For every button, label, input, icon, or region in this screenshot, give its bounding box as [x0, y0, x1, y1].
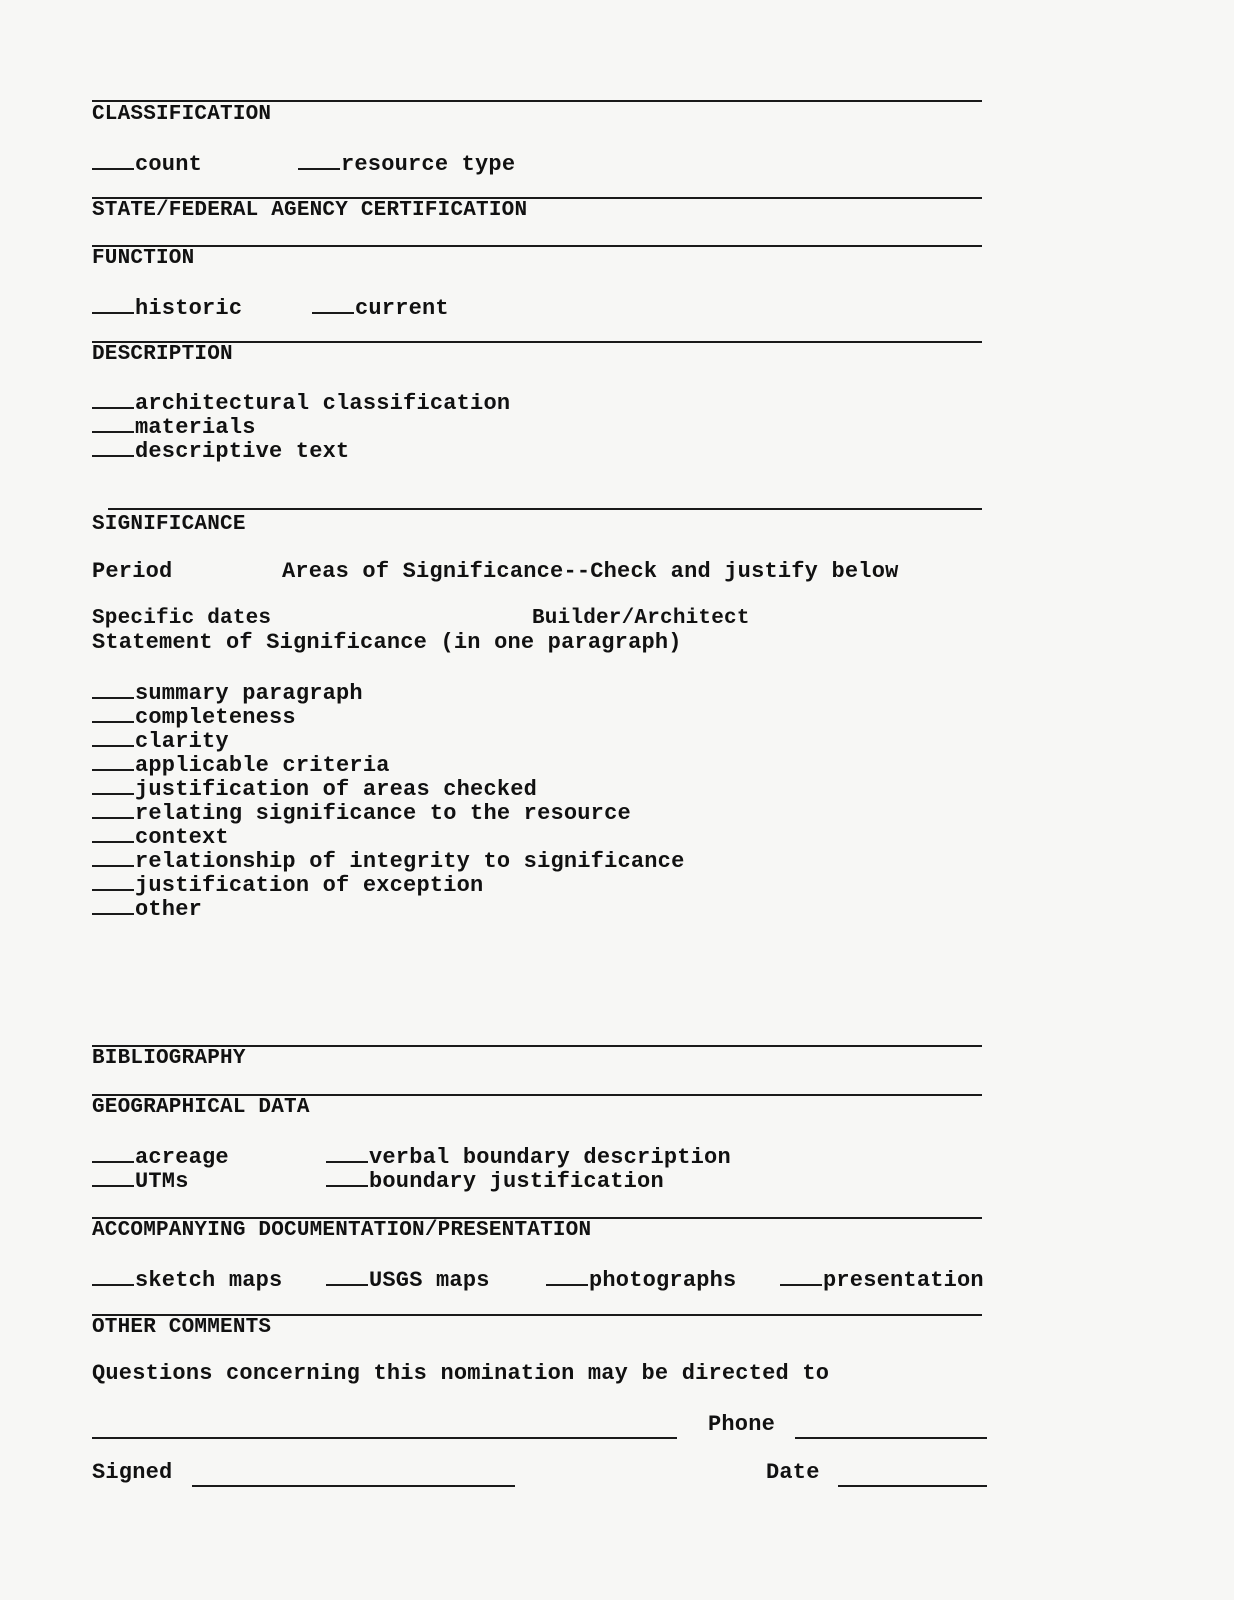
resource-type-blank[interactable]	[298, 150, 340, 170]
count-label: count	[135, 152, 203, 177]
boundary-justification-field[interactable]	[326, 1167, 664, 1194]
significance-item-label: relating significance to the resource	[135, 801, 631, 826]
significance-heading: SIGNIFICANCE	[92, 513, 246, 536]
sketch-maps-field[interactable]	[92, 1266, 282, 1293]
checkbox-blank[interactable]	[92, 413, 134, 433]
checkbox-blank[interactable]	[92, 871, 134, 891]
sketch-maps-label: sketch maps	[135, 1268, 283, 1293]
utms-field[interactable]	[92, 1167, 189, 1194]
signature-line[interactable]	[192, 1485, 515, 1487]
usgs-maps-label: USGS maps	[369, 1268, 490, 1293]
description-item-label: materials	[135, 415, 256, 440]
historic-field[interactable]	[92, 294, 242, 321]
checkbox-blank[interactable]	[92, 823, 134, 843]
boundary-justification-blank[interactable]	[326, 1167, 368, 1187]
significance-item[interactable]	[92, 727, 229, 754]
questions-text: Questions concerning this nomination may be directed to	[92, 1361, 830, 1386]
date-label: Date	[766, 1460, 820, 1485]
current-label: current	[355, 296, 449, 321]
period-label: Period	[92, 559, 173, 584]
usgs-maps-field[interactable]	[326, 1266, 490, 1293]
verbal-boundary-field[interactable]	[326, 1143, 731, 1170]
description-item[interactable]	[92, 413, 256, 440]
current-blank[interactable]	[312, 294, 354, 314]
significance-item[interactable]	[92, 751, 390, 778]
utms-label: UTMs	[135, 1169, 189, 1194]
resource-type-label: resource type	[341, 152, 516, 177]
verbal-boundary-label: verbal boundary description	[369, 1145, 731, 1170]
historic-label: historic	[135, 296, 243, 321]
photographs-blank[interactable]	[546, 1266, 588, 1286]
significance-item-label: completeness	[135, 705, 296, 730]
description-item-label: architectural classification	[135, 391, 511, 416]
utms-blank[interactable]	[92, 1167, 134, 1187]
phone-line[interactable]	[795, 1437, 987, 1439]
checkbox-blank[interactable]	[92, 703, 134, 723]
checkbox-blank[interactable]	[92, 847, 134, 867]
contact-name-line[interactable]	[92, 1437, 677, 1439]
current-field[interactable]	[312, 294, 449, 321]
photographs-label: photographs	[589, 1268, 737, 1293]
checkbox-blank[interactable]	[92, 679, 134, 699]
sketch-maps-blank[interactable]	[92, 1266, 134, 1286]
phone-label: Phone	[708, 1412, 776, 1437]
significance-item[interactable]	[92, 895, 202, 922]
date-line[interactable]	[838, 1485, 987, 1487]
statement-label: Statement of Significance (in one paragraph)	[92, 630, 682, 655]
significance-item-label: justification of exception	[135, 873, 484, 898]
signed-label: Signed	[92, 1460, 173, 1485]
significance-item[interactable]	[92, 823, 229, 850]
significance-item[interactable]	[92, 679, 363, 706]
significance-item-label: clarity	[135, 729, 229, 754]
areas-label: Areas of Significance--Check and justify below	[282, 559, 899, 584]
significance-item[interactable]	[92, 775, 537, 802]
historic-blank[interactable]	[92, 294, 134, 314]
usgs-maps-blank[interactable]	[326, 1266, 368, 1286]
significance-item[interactable]	[92, 799, 631, 826]
checkbox-blank[interactable]	[92, 727, 134, 747]
significance-item[interactable]	[92, 871, 483, 898]
significance-item[interactable]	[92, 847, 685, 874]
description-heading: DESCRIPTION	[92, 343, 233, 366]
count-blank[interactable]	[92, 150, 134, 170]
description-item-label: descriptive text	[135, 439, 350, 464]
acreage-blank[interactable]	[92, 1143, 134, 1163]
significance-item-label: relationship of integrity to significance	[135, 849, 685, 874]
significance-item-label: justification of areas checked	[135, 777, 538, 802]
presentation-field[interactable]	[780, 1266, 984, 1293]
section-rule	[92, 100, 982, 102]
certification-heading: STATE/FEDERAL AGENCY CERTIFICATION	[92, 199, 528, 222]
resource-type-field[interactable]	[298, 150, 515, 177]
description-item[interactable]	[92, 389, 510, 416]
checkbox-blank[interactable]	[92, 389, 134, 409]
function-heading: FUNCTION	[92, 247, 195, 270]
checkbox-blank[interactable]	[92, 895, 134, 915]
checkbox-blank[interactable]	[92, 799, 134, 819]
count-field[interactable]	[92, 150, 202, 177]
verbal-boundary-blank[interactable]	[326, 1143, 368, 1163]
significance-item-label: summary paragraph	[135, 681, 363, 706]
checkbox-blank[interactable]	[92, 751, 134, 771]
builder-label: Builder/Architect	[532, 607, 750, 630]
section-rule	[92, 245, 982, 247]
photographs-field[interactable]	[546, 1266, 736, 1293]
classification-heading: CLASSIFICATION	[92, 103, 272, 126]
specific-dates-label: Specific dates	[92, 607, 272, 630]
significance-item-label: applicable criteria	[135, 753, 390, 778]
presentation-blank[interactable]	[780, 1266, 822, 1286]
significance-item-label: context	[135, 825, 229, 850]
significance-item[interactable]	[92, 703, 296, 730]
description-item[interactable]	[92, 437, 349, 464]
checkbox-blank[interactable]	[92, 775, 134, 795]
checkbox-blank[interactable]	[92, 437, 134, 457]
section-rule	[108, 508, 982, 510]
geographical-heading: GEOGRAPHICAL DATA	[92, 1096, 310, 1119]
documentation-heading: ACCOMPANYING DOCUMENTATION/PRESENTATION	[92, 1219, 592, 1242]
acreage-label: acreage	[135, 1145, 229, 1170]
comments-heading: OTHER COMMENTS	[92, 1316, 272, 1339]
acreage-field[interactable]	[92, 1143, 229, 1170]
boundary-justification-label: boundary justification	[369, 1169, 664, 1194]
bibliography-heading: BIBLIOGRAPHY	[92, 1047, 246, 1070]
significance-item-label: other	[135, 897, 203, 922]
presentation-label: presentation	[823, 1268, 984, 1293]
